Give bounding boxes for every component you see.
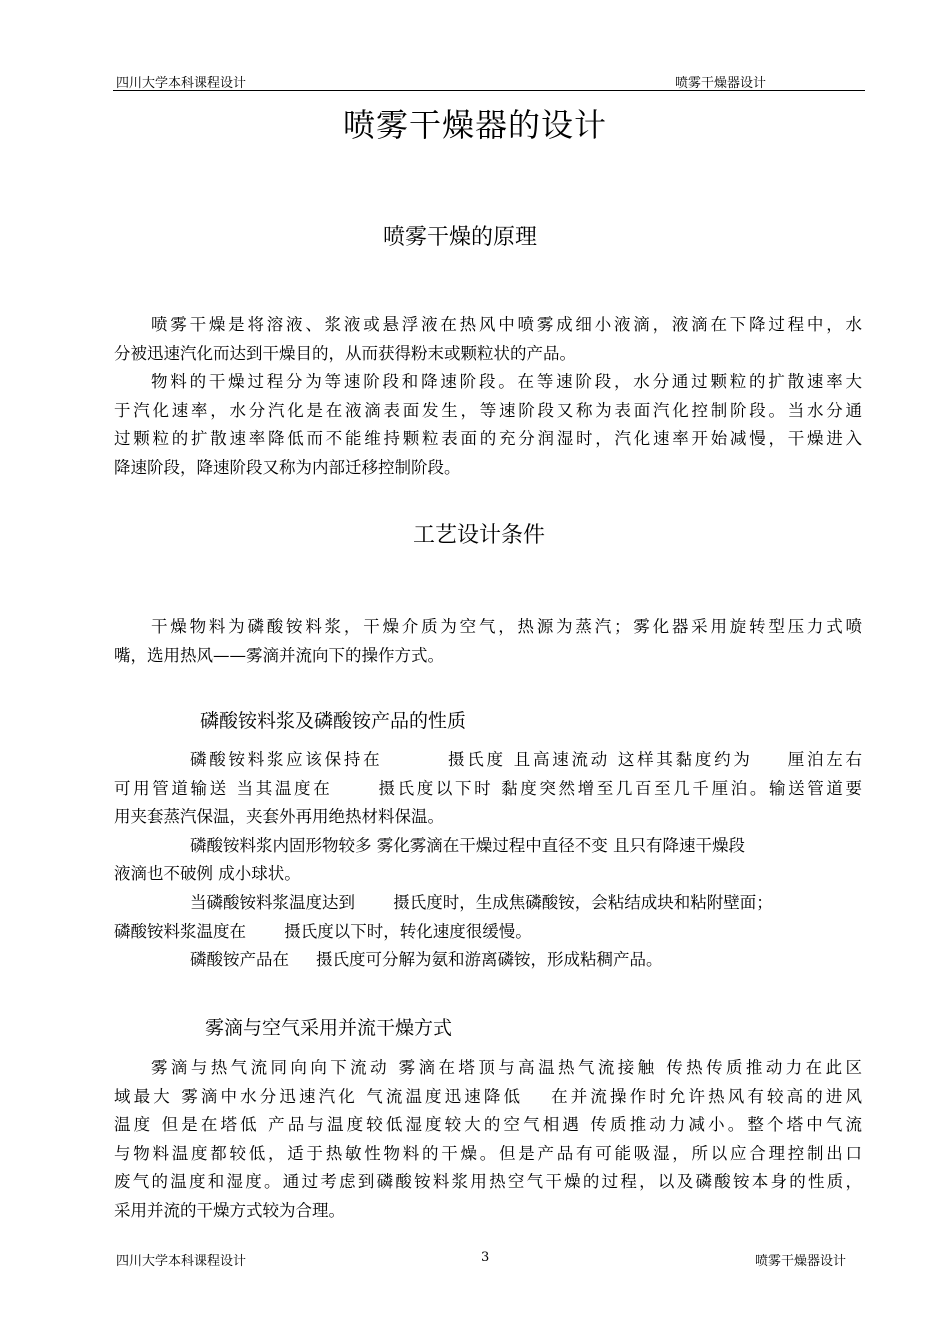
text-line: 于汽化速率，水分汽化是在液滴表面发生，等速阶段又称为表面汽化控制阶段。当水分通 xyxy=(114,400,862,420)
text-line: 废气的温度和湿度。通过考虑到磷酸铵料浆用热空气干燥的过程，以及磷酸铵本身的性质， xyxy=(114,1172,862,1192)
text-line: 可用管道输送 当其温度在 摄氏度以下时 黏度突然增至几百至几千厘泊。输送管道要 xyxy=(114,778,862,798)
text-line: 分被迅速汽化而达到干燥目的，从而获得粉末或颗粒状的产品。 xyxy=(114,343,576,363)
text-line: 磷酸铵产品在 摄氏度可分解为氨和游离磷铵，形成粘稠产品。 xyxy=(190,950,663,970)
heading-principle: 喷雾干燥的原理 xyxy=(383,225,538,250)
paragraph-properties xyxy=(114,746,862,975)
header-left-text: 四川大学本科课程设计 xyxy=(116,76,247,91)
paragraph-conditions xyxy=(114,613,862,670)
text-line: 液滴也不破例 成小球状。 xyxy=(114,864,301,884)
heading-cocurrent: 雾滴与空气采用并流干燥方式 xyxy=(205,1017,453,1039)
footer-right-text: 喷雾干燥器设计 xyxy=(755,1254,847,1269)
text-line: 用夹套蒸汽保温，夹套外再用绝热材料保温。 xyxy=(114,807,444,827)
text-line: 与物料温度都较低，适于热敏性物料的干燥。但是产品有可能吸湿，所以应合理控制出口 xyxy=(114,1143,862,1163)
text-line: 磷酸铵料浆内固形物较多 雾化雾滴在干燥过程中直径不变 且只有降速干燥段 xyxy=(190,835,745,855)
paragraph-cocurrent xyxy=(114,1054,862,1226)
text-line: 嘴，选用热风——雾滴并流向下的操作方式。 xyxy=(114,645,444,665)
text-line: 降速阶段，降速阶段又称为内部迁移控制阶段。 xyxy=(114,457,461,477)
text-line: 物料的干燥过程分为等速阶段和降速阶段。在等速阶段，水分通过颗粒的扩散速率大 xyxy=(151,372,862,392)
heading-conditions: 工艺设计条件 xyxy=(413,523,546,548)
footer-left-text: 四川大学本科课程设计 xyxy=(116,1254,247,1269)
text-line: 干燥物料为磷酸铵料浆，干燥介质为空气，热源为蒸汽；雾化器采用旋转型压力式喷 xyxy=(151,617,862,636)
text-line: 域最大 雾滴中水分迅速汽化 气流温度迅速降低 在并流操作时允许热风有较高的进风 xyxy=(114,1086,862,1106)
text-line: 磷酸铵料浆温度在 摄氏度以下时，转化速度很缓慢。 xyxy=(114,921,532,941)
text-line: 采用并流的干燥方式较为合理。 xyxy=(114,1200,345,1220)
text-line: 过颗粒的扩散速率降低而不能维持颗粒表面的充分润湿时，汽化速率开始减慢，干燥进入 xyxy=(114,429,862,449)
heading-properties: 磷酸铵料浆及磷酸铵产品的性质 xyxy=(200,710,467,732)
text-line: 雾滴与热气流同向向下流动 雾滴在塔顶与高温热气流接触 传热传质推动力在此区 xyxy=(151,1058,862,1077)
text-line: 喷雾干燥是将溶液、浆液或悬浮液在热风中喷雾成细小液滴，液滴在下降过程中，水 xyxy=(151,315,862,334)
text-line: 磷酸铵料浆应该保持在 摄氏度 且高速流动 这样其黏度约为 厘泊左右 xyxy=(190,750,862,769)
page-header xyxy=(113,70,865,91)
header-right-text: 喷雾干燥器设计 xyxy=(675,76,767,91)
text-line: 温度 但是在塔低 产品与温度较低湿度较大的空气相遇 传质推动力减小。整个塔中气流 xyxy=(114,1115,862,1135)
text-line: 当磷酸铵料浆温度达到 摄氏度时，生成焦磷酸铵，会粘结成块和粘附壁面； xyxy=(190,892,773,912)
paragraph-principle xyxy=(114,311,862,483)
document-title: 喷雾干燥器的设计 xyxy=(342,106,607,144)
page-number: 3 xyxy=(481,1250,490,1265)
